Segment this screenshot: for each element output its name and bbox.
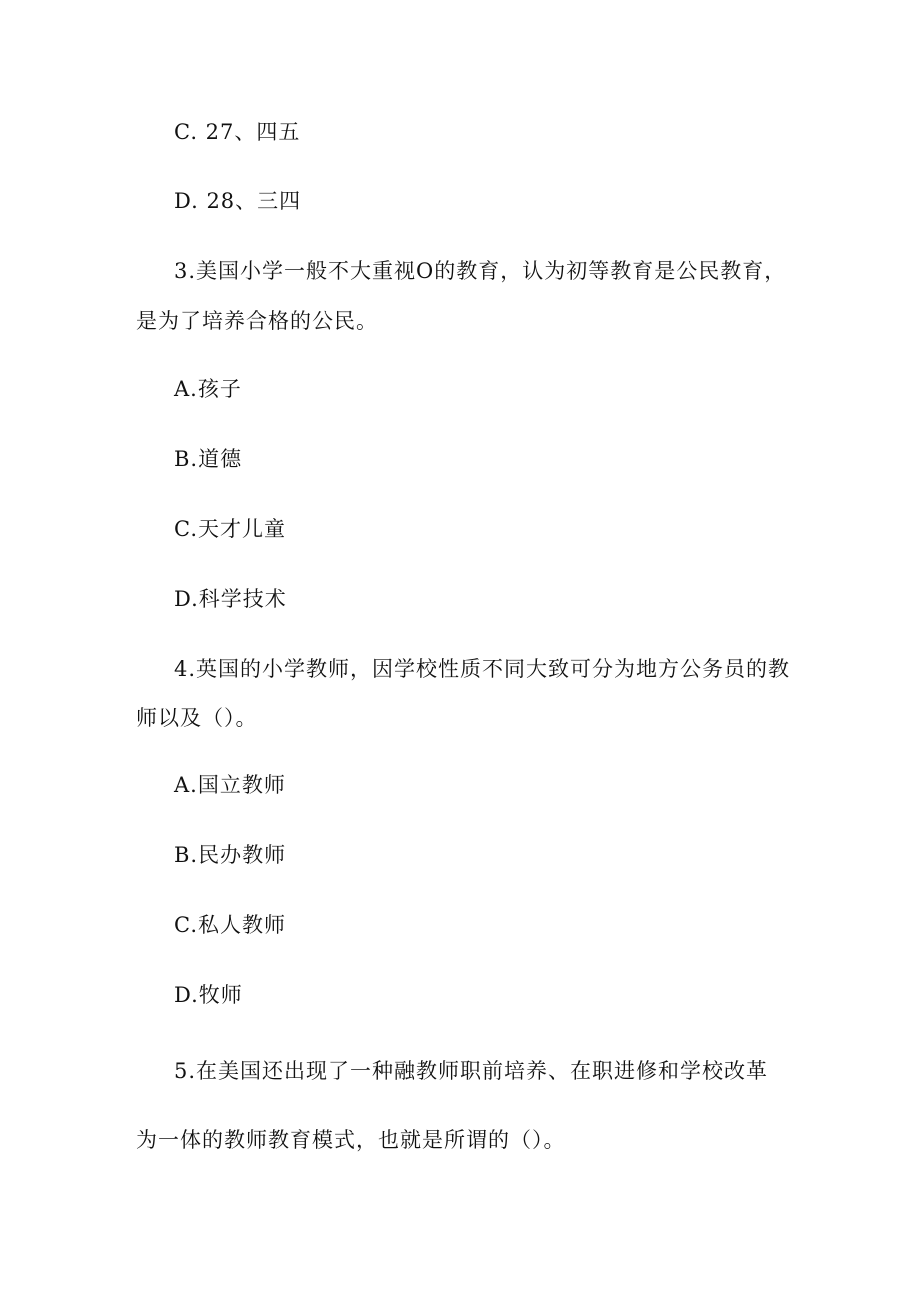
question-3-line-1: 3.美国小学一般不大重视O的教育，认为初等教育是公民教育， <box>174 259 787 283</box>
question-5-line-1: 5.在美国还出现了一种融教师职前培养、在职进修和学校改革 <box>174 1059 769 1083</box>
option-d-q2: D. 28、三四 <box>174 189 302 213</box>
question-3-option-d: D.科学技术 <box>174 587 287 611</box>
question-3-option-c: C.天才儿童 <box>174 517 286 541</box>
question-4-option-b: B.民办教师 <box>174 843 287 867</box>
question-3-option-b: B.道德 <box>174 447 243 471</box>
question-3-line-2: 是为了培养合格的公民。 <box>136 309 378 333</box>
question-4-option-a: A.国立教师 <box>174 773 286 797</box>
question-4-line-1: 4.英国的小学教师，因学校性质不同大致可分为地方公务员的教 <box>174 657 791 681</box>
question-5-line-2: 为一体的教师教育模式，也就是所谓的（）。 <box>136 1128 566 1152</box>
question-3-option-a: A.孩子 <box>174 377 242 401</box>
question-4-option-c: C.私人教师 <box>174 913 286 937</box>
option-c-q2: C. 27、四五 <box>174 120 301 144</box>
question-4-line-2: 师以及（）。 <box>136 706 258 730</box>
question-4-option-d: D.牧师 <box>174 983 243 1007</box>
